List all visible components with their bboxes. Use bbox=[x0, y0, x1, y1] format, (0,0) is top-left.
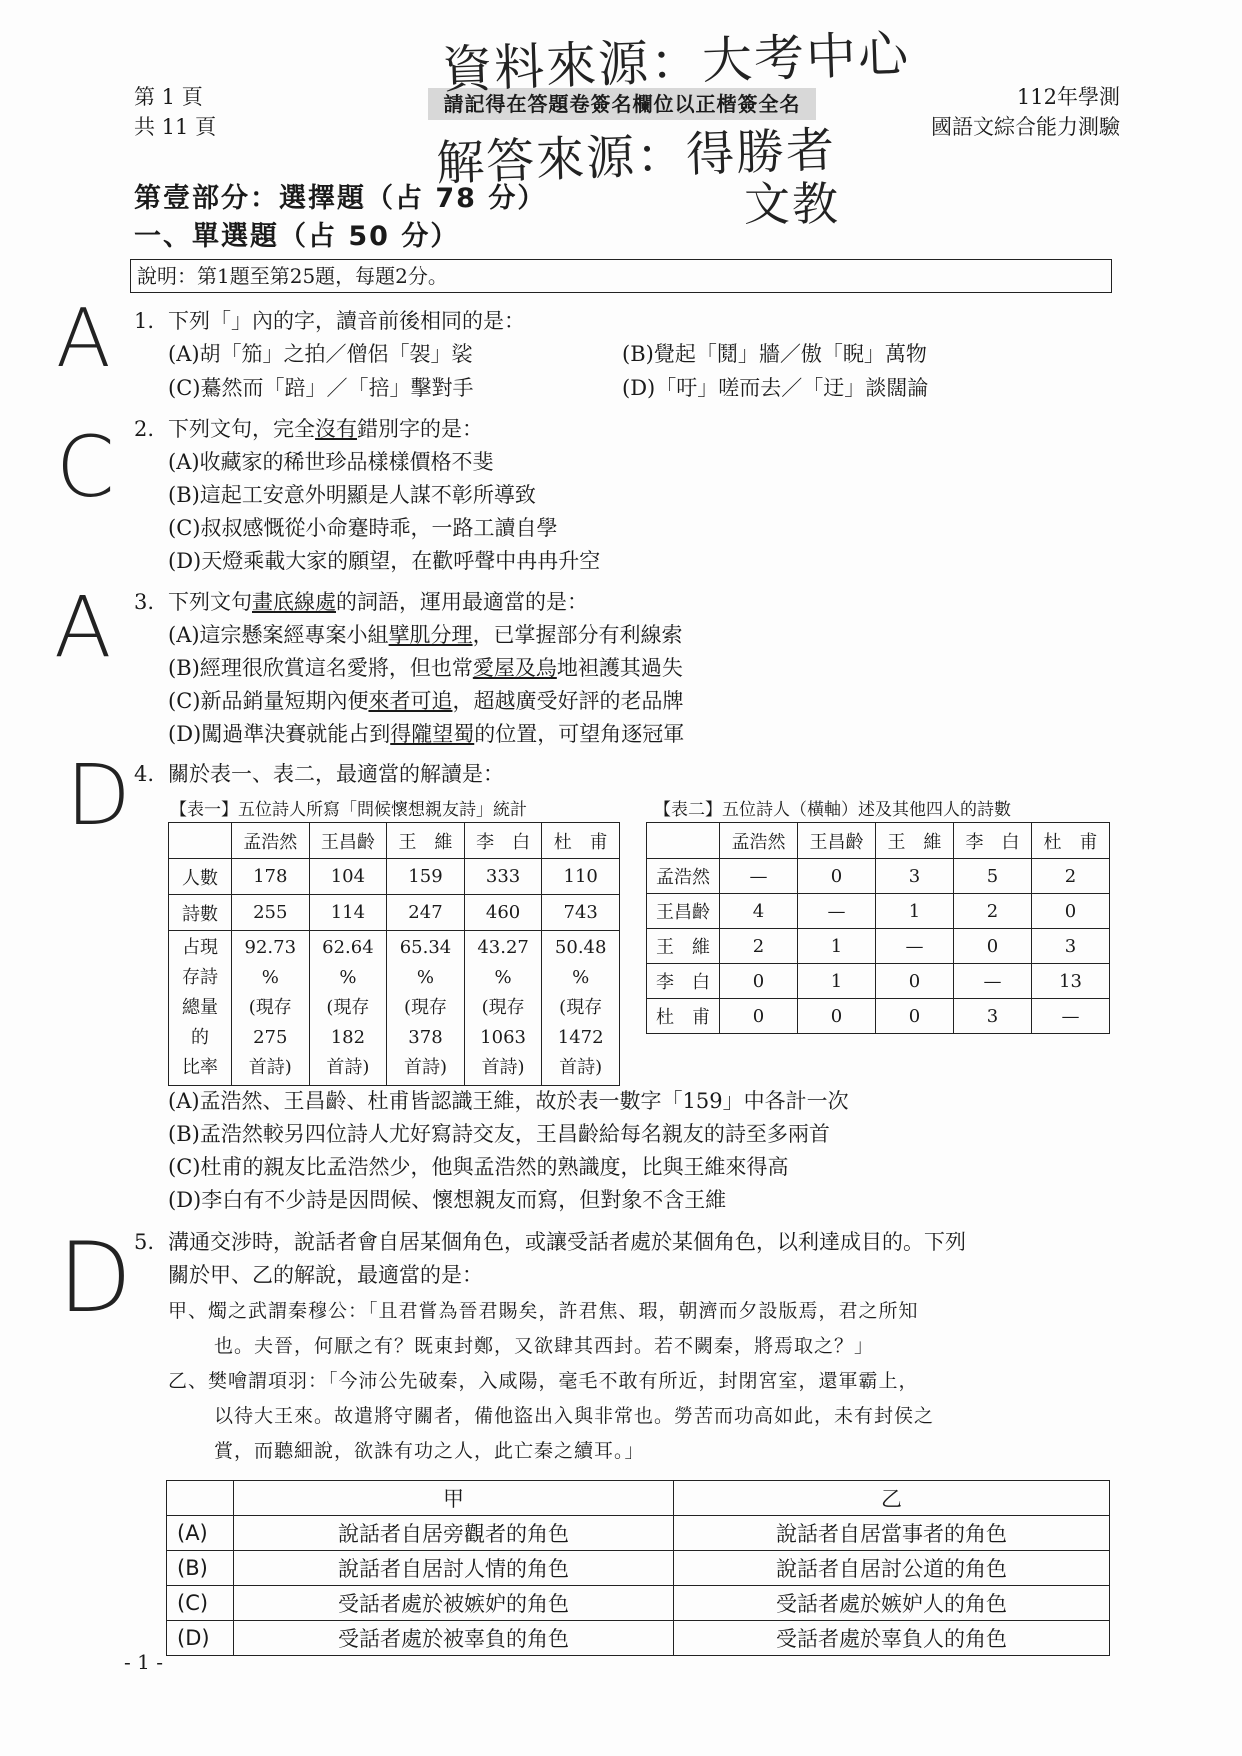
table2-cell: 0 bbox=[954, 929, 1032, 964]
table2-cell: 0 bbox=[720, 964, 798, 999]
table2-cell: 3 bbox=[954, 999, 1032, 1034]
q5-table-header-jia: 甲 bbox=[234, 1481, 674, 1516]
ratio-line: 275 bbox=[253, 1027, 288, 1048]
table1-cell: 460 bbox=[464, 895, 542, 931]
q3-d-pre: (D)闖過準決賽就能占到 bbox=[168, 722, 391, 746]
q5-options-table bbox=[166, 1480, 1110, 1656]
table1-cell: 743 bbox=[542, 895, 620, 931]
ratio-line: % bbox=[494, 967, 512, 988]
q3-d-underlined: 得隴望蜀 bbox=[390, 722, 475, 746]
q1-option-c: (C)驀然而「踣」／「掊」擊對手 bbox=[168, 376, 474, 400]
ratio-line: 首詩) bbox=[248, 1057, 292, 1078]
handwritten-answer-q2: C bbox=[56, 418, 115, 516]
table2-header: 杜 甫 bbox=[1032, 823, 1110, 859]
q3-option-c bbox=[168, 685, 683, 718]
ratio-line: % bbox=[261, 967, 279, 988]
handwritten-publisher-note: 文教 bbox=[744, 177, 840, 231]
table2-cell: 4 bbox=[720, 894, 798, 929]
ratio-line: % bbox=[572, 967, 590, 988]
q4-number: 4. bbox=[134, 762, 155, 786]
ratio-line: 43.27 bbox=[477, 937, 529, 958]
handwritten-source-note: 資料來源：大考中心 bbox=[441, 24, 912, 100]
q5-option-jia: 說話者自居旁觀者的角色 bbox=[234, 1516, 674, 1551]
q3-b-post: 地袒護其過失 bbox=[556, 656, 683, 680]
table1-cell: 104 bbox=[309, 859, 387, 895]
q5-number: 5. bbox=[134, 1230, 155, 1254]
table2-cell: — bbox=[876, 929, 954, 964]
q5-option-jia: 說話者自居討人情的角色 bbox=[234, 1551, 674, 1586]
table1-ratio-cell bbox=[387, 931, 465, 1086]
q5-option-jia: 受話者處於被嫉妒的角色 bbox=[234, 1586, 674, 1621]
table1-row-label: 人數 bbox=[169, 859, 232, 895]
table2-row-label: 李 白 bbox=[647, 964, 720, 999]
table1-cell: 159 bbox=[387, 859, 465, 895]
q1-option-b: (B)覺起「鬩」牆／傲「睨」萬物 bbox=[622, 342, 927, 366]
ratio-line: 62.64 bbox=[322, 937, 374, 958]
q5-option-label: (C) bbox=[167, 1586, 234, 1621]
q3-c-underlined: 來者可追 bbox=[368, 689, 453, 713]
table2-cell: 3 bbox=[1032, 929, 1110, 964]
label-line: 的 bbox=[191, 1027, 209, 1048]
q2-stem-post: 錯別字的是： bbox=[357, 417, 483, 441]
q2-stem bbox=[168, 413, 483, 446]
q2-option-d: (D)天燈乘載大家的願望，在歡呼聲中冉冉升空 bbox=[168, 549, 601, 573]
q2-number: 2. bbox=[134, 417, 155, 441]
q3-b-pre: (B)經理很欣賞這名愛將，但也常 bbox=[168, 656, 473, 680]
table1-cell: 178 bbox=[232, 859, 310, 895]
q3-stem-post: 的詞語，運用最適當的是： bbox=[336, 590, 588, 614]
q3-number: 3. bbox=[134, 590, 155, 614]
q5-option-label: (D) bbox=[167, 1621, 234, 1656]
table2-cell: 2 bbox=[1032, 859, 1110, 894]
table1-cell: 247 bbox=[387, 895, 465, 931]
ratio-line: 首詩) bbox=[481, 1057, 525, 1078]
handwritten-answer-q5: D bbox=[58, 1222, 132, 1334]
q2-stem-underlined: 沒有 bbox=[315, 417, 357, 441]
table2-cell: — bbox=[954, 964, 1032, 999]
q5-option-jia: 受話者處於被辜負的角色 bbox=[234, 1621, 674, 1656]
table2-row-label: 孟浩然 bbox=[647, 859, 720, 894]
table2-cell: — bbox=[1032, 999, 1110, 1034]
table1-header: 王 維 bbox=[387, 823, 465, 859]
table1-corner bbox=[169, 823, 232, 859]
q3-stem-underlined: 畫底線處 bbox=[252, 590, 336, 614]
table2-header: 李 白 bbox=[954, 823, 1032, 859]
q3-option-b bbox=[168, 652, 683, 685]
table2-row-label: 王昌齡 bbox=[647, 894, 720, 929]
q3-b-underlined: 愛屋及烏 bbox=[472, 656, 557, 680]
q4-option-c: (C)杜甫的親友比孟浩然少，他與孟浩然的熟識度，比與王維來得高 bbox=[168, 1155, 789, 1179]
table2-cell: — bbox=[720, 859, 798, 894]
ratio-line: 65.34 bbox=[399, 937, 452, 958]
table1 bbox=[168, 822, 620, 1086]
ratio-line: % bbox=[339, 967, 357, 988]
page-footer-number: - 1 - bbox=[124, 1650, 163, 1674]
q1-number: 1. bbox=[134, 309, 155, 333]
q2-stem-pre: 下列文句，完全 bbox=[168, 417, 315, 441]
ratio-line: 1472 bbox=[557, 1027, 604, 1048]
table1-ratio-cell bbox=[232, 931, 310, 1086]
section-sub-title: 一、單選題（占 50 分） bbox=[134, 221, 460, 252]
q3-c-post: ，超越廣受好評的老品牌 bbox=[452, 689, 684, 713]
q5-passage-jia-line2: 也。夫晉，何厭之有？既東封鄭，又欲肆其西封。若不闕秦，將焉取之？」 bbox=[214, 1335, 875, 1357]
ratio-line: 首詩) bbox=[559, 1057, 603, 1078]
table2-cell: 1 bbox=[798, 964, 876, 999]
table1-ratio-cell bbox=[309, 931, 387, 1086]
instruction-text: 說明：第1題至第25題，每題2分。 bbox=[137, 264, 448, 288]
ratio-line: % bbox=[416, 967, 435, 988]
q5-option-yi: 受話者處於辜負人的角色 bbox=[674, 1621, 1110, 1656]
table1-header: 王昌齡 bbox=[309, 823, 387, 859]
table1-ratio-cell bbox=[464, 931, 542, 1086]
table1-header: 孟浩然 bbox=[232, 823, 310, 859]
table1-cell: 110 bbox=[542, 859, 620, 895]
ratio-line: 1063 bbox=[480, 1027, 526, 1048]
table2-cell: 0 bbox=[798, 999, 876, 1034]
q5-passage-jia-line1: 甲、燭之武謂秦穆公：「且君嘗為晉君賜矣，許君焦、瑕，朝濟而夕設版焉，君之所知 bbox=[168, 1300, 919, 1322]
table2-cell: 5 bbox=[954, 859, 1032, 894]
table2-row-label: 杜 甫 bbox=[647, 999, 720, 1034]
table2-corner bbox=[647, 823, 720, 859]
ratio-line: (現存 bbox=[559, 997, 603, 1018]
table1-row-label-ratio bbox=[169, 931, 232, 1086]
table2-header: 王昌齡 bbox=[798, 823, 876, 859]
label-line: 占現 bbox=[182, 937, 218, 958]
section-part-title: 第壹部分：選擇題（占 78 分） bbox=[134, 183, 547, 214]
exam-title: 國語文綜合能力測驗 bbox=[931, 115, 1120, 139]
table2-cell: 2 bbox=[954, 894, 1032, 929]
exam-year: 112年學測 bbox=[1016, 85, 1120, 109]
ratio-line: 首詩) bbox=[326, 1057, 370, 1078]
q3-option-a bbox=[168, 619, 683, 652]
q3-a-underlined: 擘肌分理 bbox=[388, 623, 473, 647]
q5-option-yi: 受話者處於嫉妒人的角色 bbox=[674, 1586, 1110, 1621]
table2-header: 孟浩然 bbox=[720, 823, 798, 859]
q3-stem-pre: 下列文句 bbox=[168, 590, 252, 614]
table2-cell: 3 bbox=[876, 859, 954, 894]
page-total: 共 11 頁 bbox=[134, 115, 217, 139]
page-number: 第 1 頁 bbox=[134, 85, 203, 109]
table1-cell: 333 bbox=[464, 859, 542, 895]
q5-option-label: (B) bbox=[167, 1551, 234, 1586]
table1-header: 李 白 bbox=[464, 823, 542, 859]
q2-option-c: (C)叔叔感慨從小命蹇時乖，一路工讀自學 bbox=[168, 516, 558, 540]
q4-stem: 關於表一、表二，最適當的解讀是： bbox=[168, 762, 504, 786]
q5-passage-yi-line1: 乙、樊噲謂項羽：「今沛公先破秦，入咸陽，毫毛不敢有所近，封閉宮室，還軍霸上， bbox=[168, 1370, 919, 1392]
q2-option-b: (B)這起工安意外明顯是人謀不彰所導致 bbox=[168, 483, 536, 507]
table2-caption: 【表二】五位詩人（橫軸）述及其他四人的詩數 bbox=[654, 800, 1011, 820]
table1-header: 杜 甫 bbox=[542, 823, 620, 859]
ratio-line: 首詩) bbox=[403, 1057, 447, 1078]
table2-cell: 0 bbox=[798, 859, 876, 894]
q5-stem-line1: 溝通交涉時，說話者會自居某個角色，或讓受話者處於某個角色，以利達成目的。下列 bbox=[168, 1230, 966, 1254]
q3-stem bbox=[168, 586, 588, 619]
label-line: 存詩 bbox=[182, 967, 218, 988]
ratio-line: 92.73 bbox=[244, 937, 297, 958]
label-line: 總量 bbox=[182, 997, 218, 1018]
table2 bbox=[646, 822, 1110, 1034]
q4-option-b: (B)孟浩然較另四位詩人尤好寫詩交友，王昌齡給每名親友的詩至多兩首 bbox=[168, 1122, 830, 1146]
label-line: 比率 bbox=[182, 1057, 218, 1078]
ratio-line: 50.48 bbox=[554, 937, 607, 958]
q3-a-post: ，已掌握部分有利線索 bbox=[472, 623, 683, 647]
q5-stem-line2: 關於甲、乙的解說，最適當的是： bbox=[168, 1263, 483, 1287]
table1-ratio-cell bbox=[542, 931, 620, 1086]
table2-cell: 0 bbox=[876, 999, 954, 1034]
signature-notice: 請記得在答題卷簽名欄位以正楷簽全名 bbox=[443, 92, 801, 116]
table1-cell: 114 bbox=[309, 895, 387, 931]
ratio-line: (現存 bbox=[403, 997, 447, 1018]
ratio-line: 182 bbox=[330, 1027, 366, 1048]
q5-passage-yi-line3: 賞，而聽細說，欲誅有功之人，此亡秦之續耳。」 bbox=[214, 1440, 645, 1462]
table2-cell: 2 bbox=[720, 929, 798, 964]
q5-table-header-yi: 乙 bbox=[674, 1481, 1110, 1516]
table2-cell: 1 bbox=[798, 929, 876, 964]
handwritten-answer-source-note: 解答來源：得勝者 bbox=[435, 122, 838, 192]
q5-option-yi: 說話者自居討公道的角色 bbox=[674, 1551, 1110, 1586]
table1-caption: 【表一】五位詩人所寫「問候懷想親友詩」統計 bbox=[170, 800, 527, 820]
table2-cell: — bbox=[798, 894, 876, 929]
table2-header: 王 維 bbox=[876, 823, 954, 859]
table2-cell: 0 bbox=[876, 964, 954, 999]
table2-cell: 1 bbox=[876, 894, 954, 929]
q4-option-d: (D)李白有不少詩是因問候、懷想親友而寫，但對象不含王維 bbox=[168, 1188, 727, 1212]
q1-option-a: (A)胡「笳」之拍／僧侶「袈」裟 bbox=[168, 342, 473, 366]
q5-option-label: (A) bbox=[167, 1516, 234, 1551]
table1-row-label: 詩數 bbox=[169, 895, 232, 931]
q4-option-a: (A)孟浩然、王昌齡、杜甫皆認識王維，故於表一數字「159」中各計一次 bbox=[168, 1089, 849, 1113]
q3-a-pre: (A)這宗懸案經專案小組 bbox=[168, 623, 389, 647]
q3-c-pre: (C)新品銷量短期內便 bbox=[168, 689, 369, 713]
q3-d-post: 的位置，可望角逐冠軍 bbox=[474, 722, 685, 746]
q2-option-a: (A)收藏家的稀世珍品樣樣價格不斐 bbox=[168, 450, 494, 474]
q1-stem: 下列「」內的字，讀音前後相同的是： bbox=[168, 309, 525, 333]
q3-option-d bbox=[168, 718, 684, 751]
handwritten-answer-q3: A bbox=[54, 578, 112, 676]
ratio-line: (現存 bbox=[326, 997, 370, 1018]
handwritten-answer-q4: D bbox=[66, 746, 131, 844]
table2-cell: 0 bbox=[720, 999, 798, 1034]
q5-passage-yi-line2: 以待大王來。故遣將守關者，備他盜出入與非常也。勞苦而功高如此，未有封侯之 bbox=[214, 1405, 935, 1427]
instruction-box bbox=[130, 259, 1112, 293]
handwritten-answer-q1: A bbox=[56, 292, 111, 385]
table2-cell: 13 bbox=[1032, 964, 1110, 999]
ratio-line: (現存 bbox=[481, 997, 525, 1018]
q5-table-corner bbox=[167, 1481, 234, 1516]
q5-option-yi: 說話者自居當事者的角色 bbox=[674, 1516, 1110, 1551]
table2-row-label: 王 維 bbox=[647, 929, 720, 964]
table1-cell: 255 bbox=[232, 895, 310, 931]
table2-cell: 0 bbox=[1032, 894, 1110, 929]
ratio-line: (現存 bbox=[248, 997, 292, 1018]
ratio-line: 378 bbox=[408, 1027, 443, 1048]
q1-option-d: (D)「吁」嗟而去／「迂」談闊論 bbox=[622, 376, 929, 400]
